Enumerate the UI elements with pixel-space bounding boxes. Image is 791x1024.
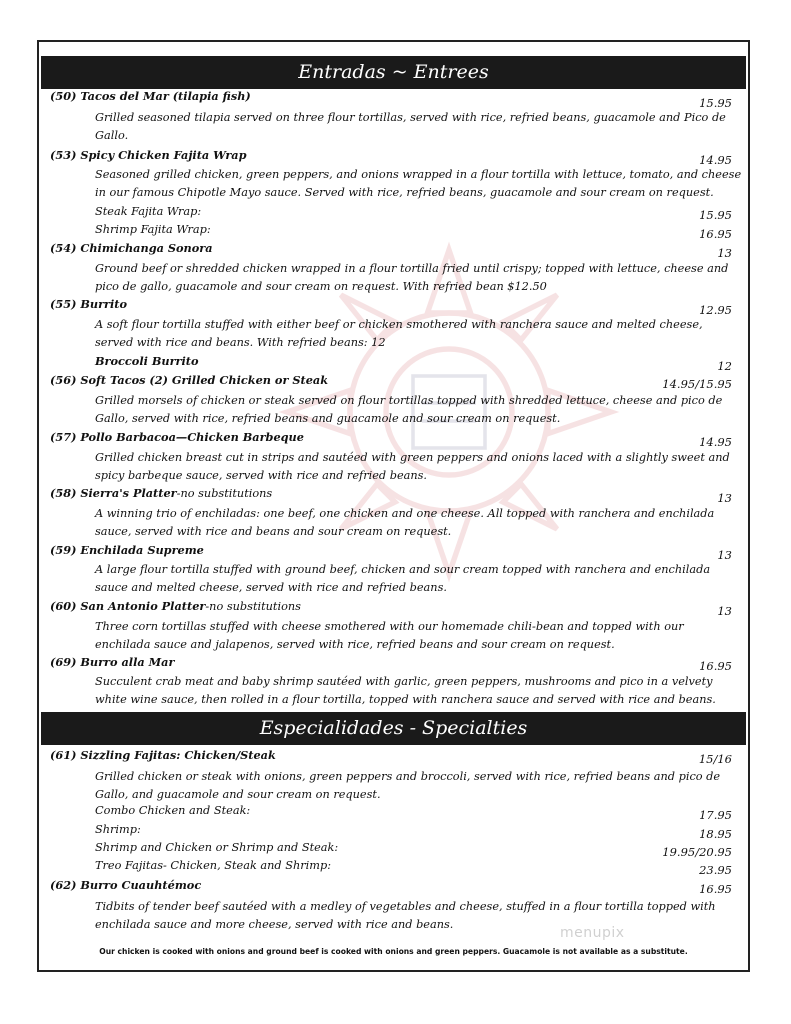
item-58-note: -no substitutions (176, 487, 273, 500)
item-55-desc: A soft flour tortilla stuffed with either beef or chicken smothered with ranchera sauce and melted cheese, served with rice and beans. With refried beans: 12 (95, 318, 703, 349)
item-53-sub2-label: Shrimp Fajita Wrap: (95, 223, 211, 236)
item-62-title: (62) Burro Cuauhtémoc (50, 878, 202, 892)
item-61-sub4-price: 23.95 (699, 863, 732, 877)
item-50-price: 15.95 (699, 96, 732, 110)
item-54-title: (54) Chimichanga Sonora (50, 241, 213, 255)
item-55-sub1-price: 12 (717, 359, 732, 373)
item-61-sub3-price: 19.95/20.95 (662, 845, 732, 859)
specialties-header: Especialidades - Specialties (41, 712, 746, 745)
item-55-sub1-label: Broccoli Burrito (95, 354, 199, 368)
item-53-desc: Seasoned grilled chicken, green peppers, and onions wrapped in a flour tortilla with lettuce, tomato, and cheese in our famous Chipotle Mayo sauce. Served with rice, refried beans, guacamole and sour cream on request. (95, 168, 742, 199)
item-59-desc: A large flour tortilla stuffed with ground beef, chicken and sour cream topped with ranchera and enchilada sauce and melted cheese, served with rice and refried beans. (95, 563, 711, 594)
item-55-price: 12.95 (699, 303, 732, 317)
item-61-sub4-label: Treo Fajitas- Chicken, Steak and Shrimp: (95, 859, 332, 872)
item-56-price: 14.95/15.95 (662, 377, 732, 391)
item-61-sub2-price: 18.95 (699, 827, 732, 841)
item-60-price: 13 (717, 604, 732, 618)
item-61-sub1-price: 17.95 (699, 808, 732, 822)
item-61-sub1-label: Combo Chicken and Steak: (95, 804, 251, 817)
item-53-price: 14.95 (699, 153, 732, 167)
item-69-price: 16.95 (699, 659, 732, 673)
item-56-title: (56) Soft Tacos (2) Grilled Chicken or Steak (50, 373, 329, 387)
item-59-price: 13 (717, 548, 732, 562)
menupix-watermark: menupix (560, 925, 625, 941)
item-61-sub3-label: Shrimp and Chicken or Shrimp and Steak: (95, 841, 339, 854)
item-50-title: (50) Tacos del Mar (tilapia fish) (50, 89, 251, 103)
item-61-sub2-label: Shrimp: (95, 823, 141, 836)
item-54-desc: Ground beef or shredded chicken wrapped in a flour tortilla fried until crispy; topped with lettuce, cheese and pico de gallo, guacamole and sour cream on request. With refried bean $12.50 (95, 262, 729, 293)
item-60-title (50, 599, 301, 613)
item-69-desc: Succulent crab meat and baby shrimp sautéed with garlic, green peppers, mushrooms and pico in a velvety white wine sauce, then rolled in a flour tortilla, topped with ranchera sauce and served with rice and beans. (95, 675, 716, 706)
item-57-desc: Grilled chicken breast cut in strips and sautéed with green peppers and onions laced with a slightly sweet and spicy barbeque sauce, served with rice and refried beans. (95, 451, 730, 482)
item-53-title: (53) Spicy Chicken Fajita Wrap (50, 148, 247, 162)
item-61-desc: Grilled chicken or steak with onions, green peppers and broccoli, served with rice, refried beans and pico de Gallo, and guacamole and sour cream on request. (95, 770, 721, 801)
item-53-sub1-label: Steak Fajita Wrap: (95, 205, 202, 218)
item-61-title: (61) Sizzling Fajitas: Chicken/Steak (50, 748, 276, 762)
item-58-price: 13 (717, 491, 732, 505)
item-62-desc: Tidbits of tender beef sautéed with a medley of vegetables and cheese, stuffed in a flour tortilla topped with enchilada sauce and more cheese, served with rice and beans. (95, 900, 716, 931)
item-62-price: 16.95 (699, 882, 732, 896)
footer-note: Our chicken is cooked with onions and ground beef is cooked with onions and green peppers. Guacamole is not available as a substitute. (99, 947, 688, 956)
item-53-sub2-price: 16.95 (699, 227, 732, 241)
item-58-title (50, 486, 272, 500)
item-60-name: (60) San Antonio Platter (50, 599, 206, 613)
item-54-price: 13 (717, 246, 732, 260)
item-57-price: 14.95 (699, 435, 732, 449)
item-60-note: -no substitutions (205, 600, 301, 613)
item-58-name: (58) Sierra's Platter (50, 486, 177, 500)
item-58-desc: A winning trio of enchiladas: one beef, one chicken and one cheese. All topped with ranchera and enchilada sauce, served with rice and beans and sour cream on request. (95, 507, 715, 538)
item-55-title: (55) Burrito (50, 297, 128, 311)
menu-page (37, 40, 750, 972)
item-57-title: (57) Pollo Barbacoa—Chicken Barbeque (50, 430, 304, 444)
item-60-desc: Three corn tortillas stuffed with cheese smothered with our homemade chili-bean and topped with our enchilada sauce and jalapenos, served with rice, refried beans and sour cream on request. (95, 620, 684, 651)
entrees-header: Entradas ~ Entrees (41, 56, 746, 89)
item-56-desc: Grilled morsels of chicken or steak served on flour tortillas topped with shredded lettuce, cheese and pico de Gallo, served with rice, refried beans and guacamole and sour cream on request. (95, 394, 723, 425)
item-69-title: (69) Burro alla Mar (50, 655, 175, 669)
item-59-title: (59) Enchilada Supreme (50, 543, 204, 557)
item-53-sub1-price: 15.95 (699, 208, 732, 222)
item-50-desc: Grilled seasoned tilapia served on three flour tortillas, served with rice, refried beans, guacamole and Pico de Gallo. (95, 111, 726, 142)
item-61-price: 15/16 (698, 752, 732, 766)
